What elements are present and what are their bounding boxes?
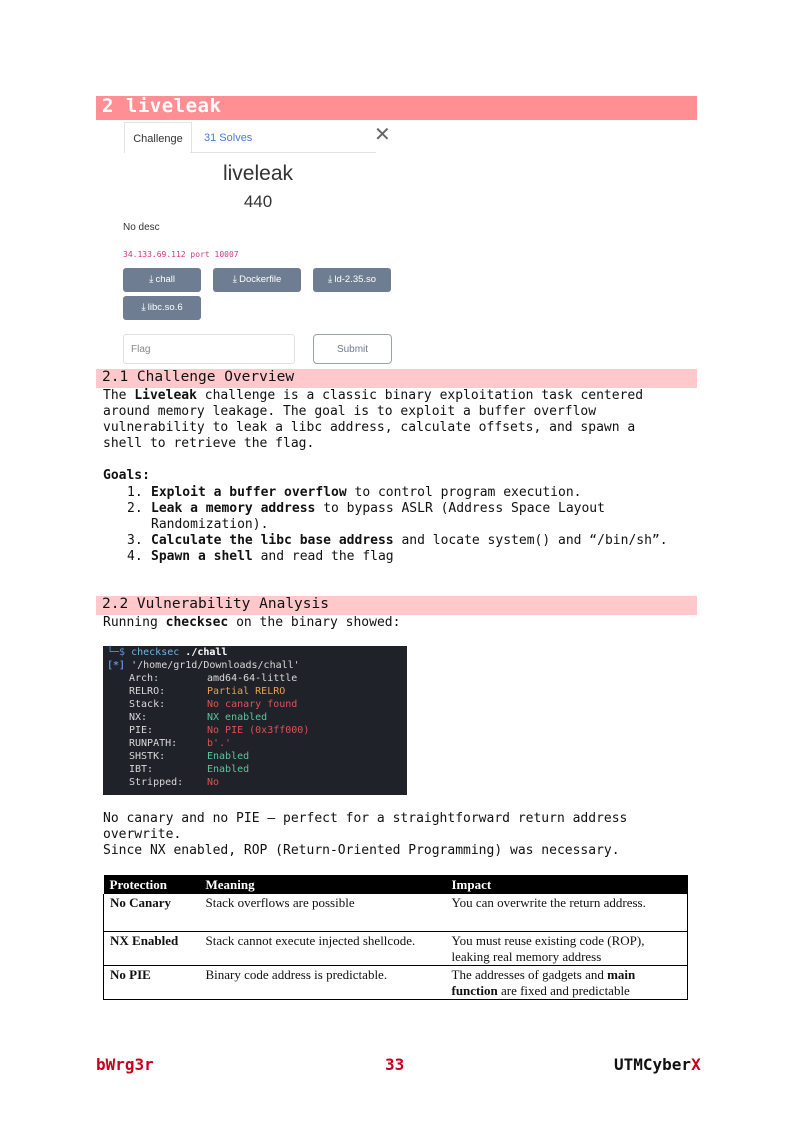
flag-input[interactable]: Flag xyxy=(123,334,295,364)
download-label: Dockerfile xyxy=(239,274,282,285)
checksec-key: SHSTK: xyxy=(129,751,166,762)
text-run: on the binary showed: xyxy=(228,615,401,630)
checksec-value: Partial RELRO xyxy=(207,686,286,697)
checksec-key: Stack: xyxy=(129,699,166,710)
section-banner xyxy=(96,96,697,120)
goal-text: and read the flag xyxy=(252,549,394,564)
goal-text: and locate system() and “/bin/sh”. xyxy=(393,533,668,548)
tab-solves[interactable]: 31 Solves xyxy=(204,132,253,144)
table-row xyxy=(104,965,688,999)
checksec-value: No PIE (0x3ff000) xyxy=(207,725,310,736)
download-libc-button[interactable] xyxy=(123,296,201,320)
binary-path: '/home/gr1d/Downloads/chall' xyxy=(131,660,300,671)
section-title: 2 liveleak xyxy=(102,95,222,117)
overview-paragraph xyxy=(103,388,643,452)
analysis-text: No canary and no PIE — perfect for a straightforward return address overwrite. Since NX enabled, ROP (Return-Oriented Programming) was necessary. xyxy=(103,811,628,858)
download-icon: ⤓ xyxy=(149,274,154,285)
goal-text: to control program execution. xyxy=(346,485,582,500)
download-label: libc.so.6 xyxy=(147,302,183,313)
cell-meaning: Binary code address is predictable. xyxy=(205,966,388,982)
challenge-name: liveleak xyxy=(222,162,294,185)
footer-author: bWrg3r xyxy=(96,1055,154,1074)
team-name: UTMCyber xyxy=(614,1055,692,1074)
checksec-key: IBT: xyxy=(129,764,154,775)
checksec-value: Enabled xyxy=(207,751,250,762)
overview-heading-bar xyxy=(96,369,697,388)
header-impact: Impact xyxy=(446,875,688,894)
cell-protection: No PIE xyxy=(104,965,200,999)
cell-protection: NX Enabled xyxy=(104,931,200,965)
download-icon: ⤓ xyxy=(141,302,146,313)
terminal-arg: ./chall xyxy=(185,647,228,658)
checksec-key: Arch: xyxy=(129,673,160,684)
cell-impact xyxy=(446,965,688,999)
list-number: 4. xyxy=(127,549,143,564)
download-dockerfile-button[interactable] xyxy=(213,268,301,292)
challenge-points: 440 xyxy=(243,192,273,211)
cell-meaning: Stack cannot execute injected shellcode. xyxy=(205,932,416,948)
checksec-value: b'.' xyxy=(207,738,232,749)
checksec-value: No xyxy=(207,777,220,788)
checksec-terminal xyxy=(103,646,407,795)
challenge-card xyxy=(118,122,402,370)
download-chall-button[interactable] xyxy=(123,268,201,292)
overview-heading: 2.1 Challenge Overview xyxy=(102,369,295,385)
vuln-intro xyxy=(103,615,400,631)
list-item xyxy=(103,501,711,533)
vuln-heading: 2.2 Vulnerability Analysis xyxy=(102,596,329,612)
list-item xyxy=(103,533,711,549)
goal-bold: Leak a memory address xyxy=(151,501,316,516)
cell-impact: You must reuse existing code (ROP), leaking real memory address xyxy=(446,931,688,965)
text-run: challenge is a classic binary exploitation task centered around memory leakage. The goal is to exploit a buffer overflow vulnerability to leak a libc address, calculate offsets, and spawn a shell to retrieve the flag. xyxy=(103,388,644,451)
terminal-path-line xyxy=(107,659,300,672)
tab-divider xyxy=(190,152,376,153)
table-row xyxy=(104,894,688,931)
goal-bold: Exploit a buffer overflow xyxy=(151,485,347,500)
cell-protection: No Canary xyxy=(104,894,200,931)
table-row xyxy=(104,931,688,965)
text-run: The addresses of gadgets and xyxy=(451,966,608,982)
prompt-symbol: └─$ xyxy=(107,647,126,658)
close-icon[interactable]: ✕ xyxy=(374,124,391,146)
protection-table xyxy=(103,875,688,1000)
goals-list xyxy=(103,485,711,565)
challenge-description: No desc xyxy=(123,222,160,233)
checksec-value: amd64-64-little xyxy=(207,673,298,684)
checksec-key: Stripped: xyxy=(129,777,184,788)
download-icon: ⤓ xyxy=(327,274,333,285)
submit-button[interactable]: Submit xyxy=(313,334,392,364)
text-run: are fixed and predictable xyxy=(497,982,630,998)
checksec-value: Enabled xyxy=(207,764,250,775)
checksec-bold: checksec xyxy=(165,615,229,630)
list-number: 3. xyxy=(127,533,143,548)
checksec-key: PIE: xyxy=(129,725,154,736)
checksec-key: RUNPATH: xyxy=(129,738,178,749)
header-meaning: Meaning xyxy=(200,875,446,894)
list-item xyxy=(103,549,711,565)
checksec-value: No canary found xyxy=(207,699,298,710)
header-protection: Protection xyxy=(104,875,200,894)
text-run: Running xyxy=(103,615,166,630)
download-icon: ⤓ xyxy=(232,274,238,285)
download-label: chall xyxy=(155,274,175,285)
download-label: ld-2.35.so xyxy=(334,274,377,285)
download-ld-button[interactable] xyxy=(313,268,391,292)
info-marker: [*] xyxy=(107,660,126,671)
terminal-command-line xyxy=(107,646,227,659)
terminal-command: checksec xyxy=(131,647,180,658)
checksec-value: NX enabled xyxy=(207,712,268,723)
cell-meaning: Stack overflows are possible xyxy=(205,895,355,910)
main-function-bold: main function xyxy=(451,966,636,998)
tab-challenge[interactable]: Challenge xyxy=(124,122,192,153)
table-header-row xyxy=(104,875,688,894)
checksec-key: NX: xyxy=(129,712,148,723)
checksec-key: RELRO: xyxy=(129,686,166,697)
list-number: 1. xyxy=(127,485,143,500)
goal-bold: Calculate the libc base address xyxy=(151,533,394,548)
goals-label-text: Goals: xyxy=(103,468,150,483)
list-number: 2. xyxy=(127,501,143,516)
vuln-heading-bar xyxy=(96,596,697,615)
cell-impact: You can overwrite the return address. xyxy=(446,894,688,931)
list-item xyxy=(103,485,711,501)
goal-bold: Spawn a shell xyxy=(151,549,253,564)
connection-info: 34.133.69.112 port 10007 xyxy=(123,250,239,259)
goals-label xyxy=(103,468,150,484)
text-run: The xyxy=(103,388,135,403)
goal-text: to bypass ASLR (Address Space Layout Randomization). xyxy=(151,501,605,532)
page-number: 33 xyxy=(385,1055,405,1074)
challenge-name-bold: Liveleak xyxy=(134,388,197,403)
team-accent: X xyxy=(691,1055,701,1074)
footer-team xyxy=(614,1055,701,1074)
